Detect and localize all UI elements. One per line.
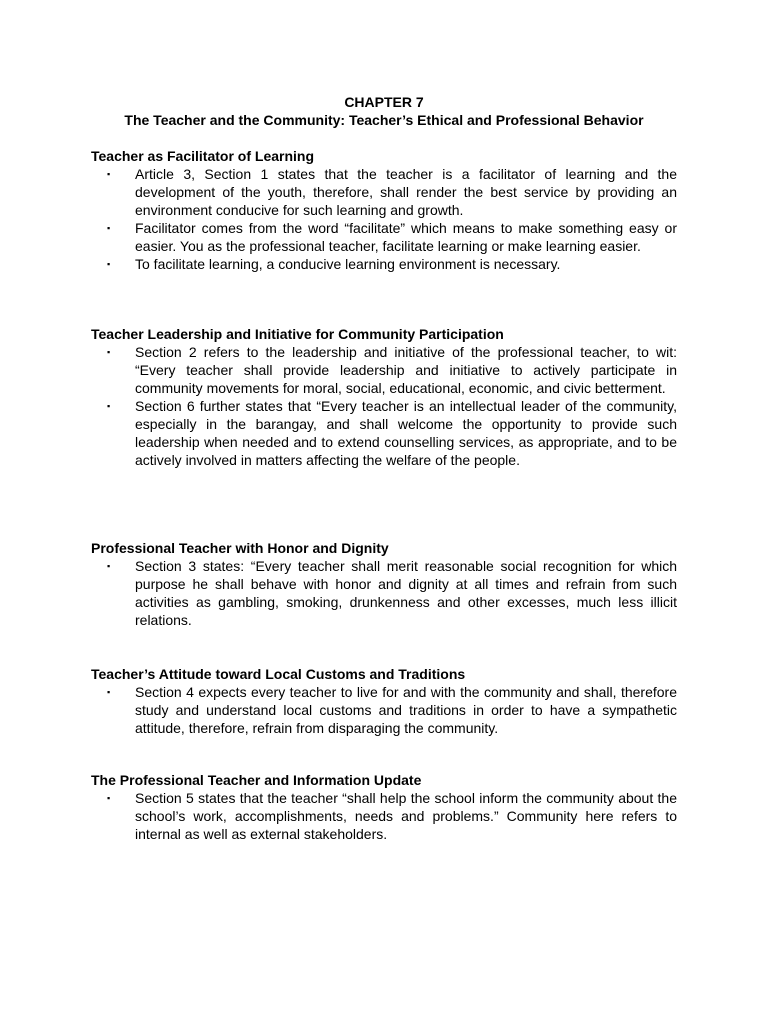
bullet-text: To facilitate learning, a conducive learning environment is necessary. [135, 256, 561, 272]
list-item [91, 343, 677, 397]
bullet-list-honor [91, 557, 677, 629]
bullet-icon: ▪ [107, 687, 111, 697]
list-item [91, 397, 677, 469]
bullet-list-customs [91, 683, 677, 737]
chapter-number: CHAPTER 7 [344, 94, 424, 110]
bullet-text: Section 5 states that the teacher “shall help the school inform the community about the school’s work, accomplishments, needs and problems.” Community here refers to internal as well as external stakeholders. [135, 790, 677, 842]
section-heading-honor: Professional Teacher with Honor and Dignity [91, 540, 389, 556]
bullet-text: Facilitator comes from the word “facilitate” which means to make something easy or easier. You as the professional teacher, facilitate learning or make learning easier. [135, 220, 677, 254]
bullet-icon: ▪ [107, 401, 111, 411]
list-item [91, 165, 677, 219]
bullet-icon: ▪ [107, 561, 111, 571]
bullet-text: Article 3, Section 1 states that the teacher is a facilitator of learning and the development of the youth, therefore, shall render the best service by providing an environment conducive for such learning and growth. [135, 166, 677, 218]
bullet-icon: ▪ [107, 793, 111, 803]
list-item [91, 219, 677, 255]
bullet-icon: ▪ [107, 223, 111, 233]
section-heading-information: The Professional Teacher and Information Update [91, 772, 422, 788]
list-item [91, 789, 677, 843]
bullet-list-leadership [91, 343, 677, 469]
list-item [91, 683, 677, 737]
bullet-text: Section 6 further states that “Every teacher is an intellectual leader of the community, especially in the barangay, and shall welcome the opportunity to provide such leadership when needed and to extend counselling services, as appropriate, and to be actively involved in matters affecting the welfare of the people. [135, 398, 677, 468]
bullet-list-information [91, 789, 677, 843]
bullet-list-facilitator [91, 165, 677, 273]
list-item [91, 557, 677, 629]
bullet-icon: ▪ [107, 169, 111, 179]
section-heading-leadership: Teacher Leadership and Initiative for Community Participation [91, 326, 504, 342]
section-heading-facilitator: Teacher as Facilitator of Learning [91, 148, 315, 164]
bullet-text: Section 2 refers to the leadership and initiative of the professional teacher, to wit: “Every teacher shall provide leadership and initiative to actively participate in community movements for moral, social, educational, economic, and civic betterment. [135, 344, 677, 396]
bullet-icon: ▪ [107, 259, 111, 269]
section-heading-customs: Teacher’s Attitude toward Local Customs and Traditions [91, 666, 466, 682]
bullet-icon: ▪ [107, 347, 111, 357]
list-item [91, 255, 677, 273]
bullet-text: Section 3 states: “Every teacher shall merit reasonable social recognition for which purpose he shall behave with honor and dignity at all times and refrain from such activities as gambling, smoking, drunkenness and other excesses, much less illicit relations. [135, 558, 677, 628]
bullet-text: Section 4 expects every teacher to live for and with the community and shall, therefore study and understand local customs and traditions in order to have a sympathetic attitude, therefore, refrain from disparaging the community. [135, 684, 677, 736]
page-title: The Teacher and the Community: Teacher’s Ethical and Professional Behavior [124, 112, 644, 128]
